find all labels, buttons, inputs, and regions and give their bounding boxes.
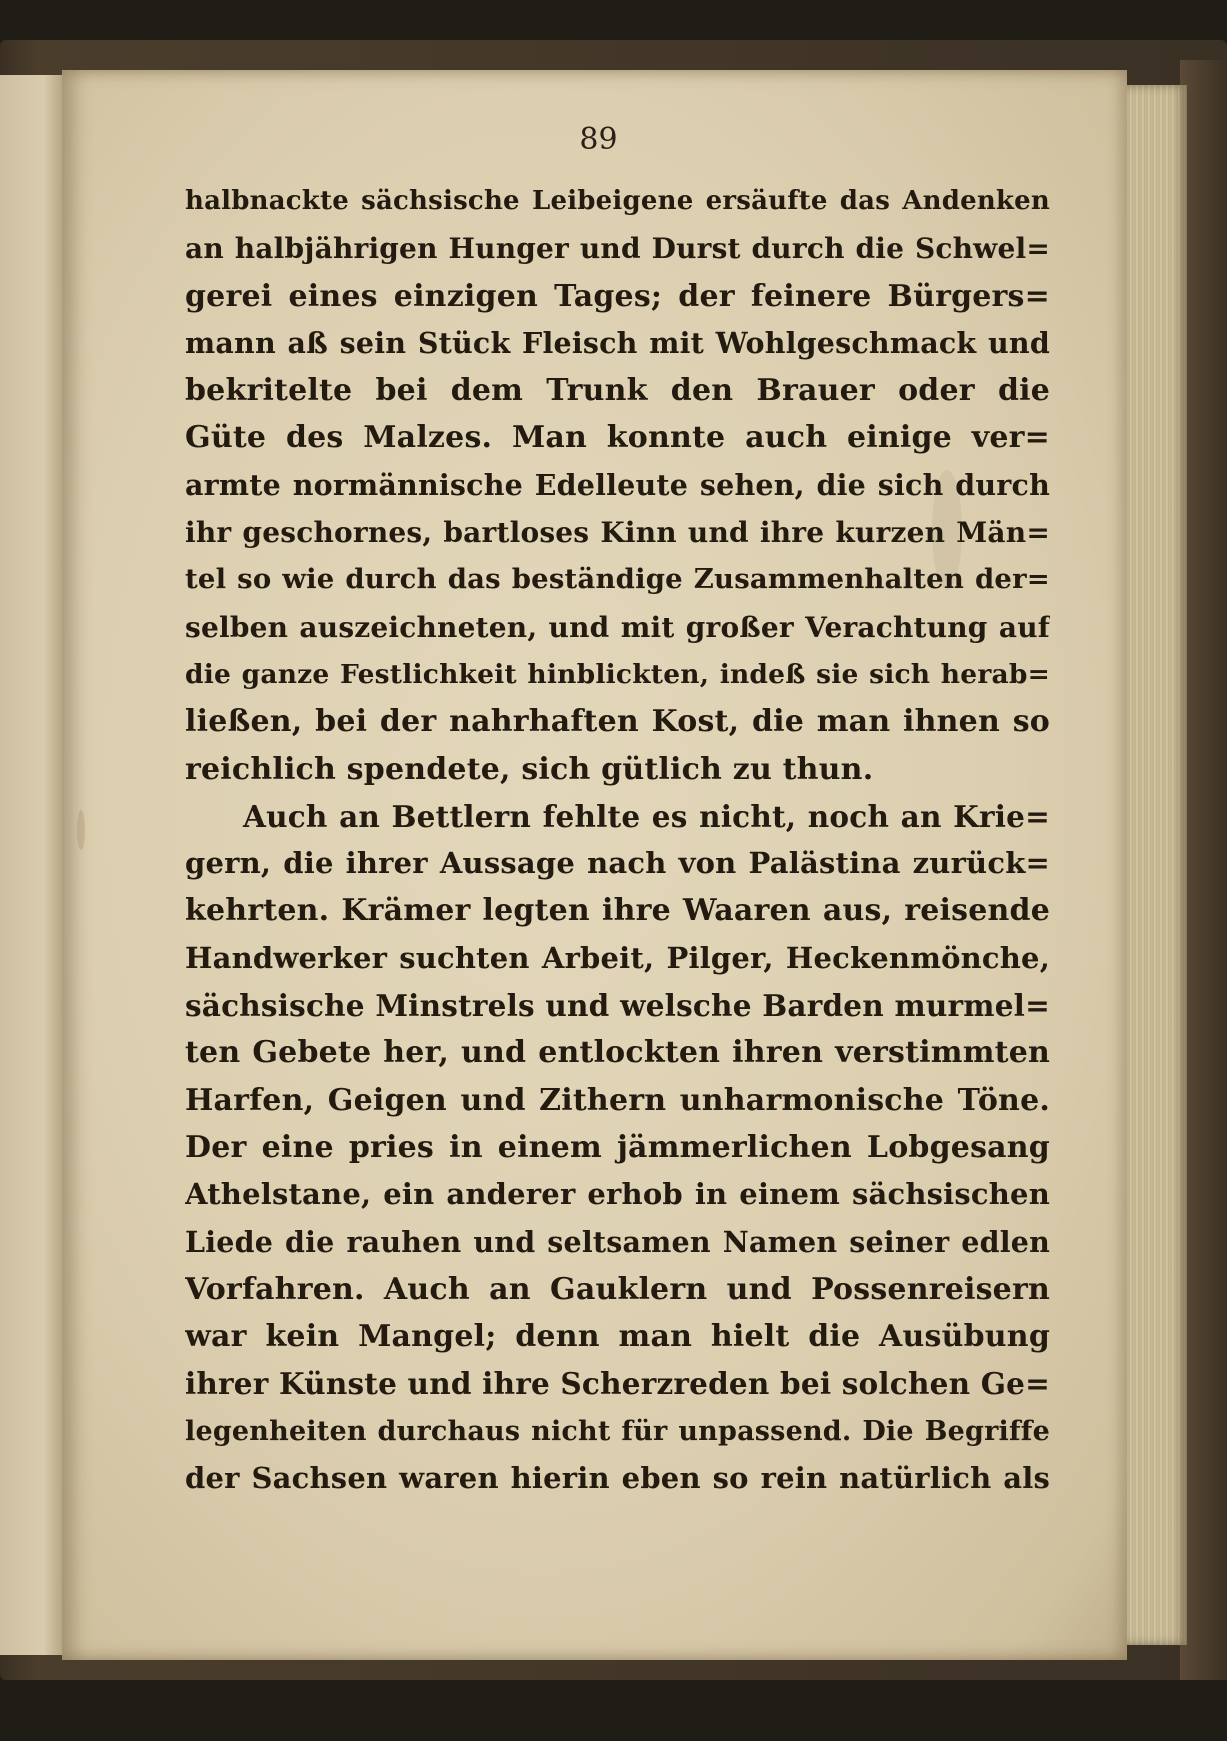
page-number: 89 <box>579 122 618 157</box>
page-stack-edge <box>1127 85 1187 1645</box>
text-line: bekritelte bei dem Trunk den Brauer oder die <box>185 373 1050 409</box>
text-line: die ganze Festlichkeit hinblickten, indeß sie sich herab= <box>185 658 1050 690</box>
text-line: ten Gebete her, und entlockten ihren verstimmten <box>185 1035 1050 1071</box>
page-body-text <box>185 178 1050 1502</box>
text-line: ließen, bei der nahrhaften Kost, die man ihnen so <box>185 704 1050 740</box>
text-line: ihrer Künste und ihre Scherzreden bei solchen Ge= <box>185 1366 1050 1402</box>
text-line: reichlich spendete, sich gütlich zu thun. <box>185 751 874 787</box>
text-line: Liede die rauhen und seltsamen Namen seiner edlen <box>185 1224 1050 1259</box>
text-line: kehrten. Krämer legten ihre Waaren aus, reisende <box>185 893 1050 929</box>
text-line: tel so wie durch das beständige Zusammenhalten der= <box>185 563 1050 596</box>
text-line: legenheiten durchaus nicht für unpassend. Die Begriffe <box>185 1415 1050 1447</box>
text-line: gern, die ihrer Aussage nach von Palästina zurück= <box>185 846 1050 881</box>
book-spine-edge <box>1180 60 1227 1680</box>
text-line: Auch an Bettlern fehlte es nicht, noch an Krie= <box>243 798 1050 834</box>
text-line: sächsische Minstrels und welsche Barden murmel= <box>185 988 1050 1024</box>
text-line: an halbjährigen Hunger und Durst durch die Schwel= <box>185 232 1050 266</box>
text-line: halbnackte sächsische Leibeigene ersäufte das Andenken <box>185 186 1050 216</box>
text-line: Handwerker suchten Arbeit, Pilger, Heckenmönche, <box>185 940 1050 975</box>
text-line: armte normännische Edelleute sehen, die sich durch <box>185 467 1050 502</box>
text-line: war kein Mangel; denn man hielt die Ausübung <box>185 1319 1050 1355</box>
text-line: mann aß sein Stück Fleisch mit Wohlgeschmack und <box>185 325 1050 360</box>
text-line: der Sachsen waren hierin eben so rein natürlich als <box>185 1461 1050 1496</box>
text-line: ihr geschornes, bartloses Kinn und ihre kurzen Män= <box>185 516 1050 550</box>
text-line: Vorfahren. Auch an Gauklern und Possenreisern <box>185 1271 1050 1307</box>
text-line: Der eine pries in einem jämmerlichen Lobgesang <box>185 1129 1050 1165</box>
facing-page-edge <box>0 75 64 1655</box>
text-line: Athelstane, ein anderer erhob in einem sächsischen <box>185 1177 1050 1212</box>
paper-mark <box>77 810 85 850</box>
text-line: gerei eines einzigen Tages; der feinere Bürgers= <box>185 278 1050 314</box>
text-line: Harfen, Geigen und Zithern unharmonische Töne. <box>185 1082 1050 1118</box>
text-line: selben auszeichneten, und mit großer Verachtung auf <box>185 610 1050 644</box>
text-line: Güte des Malzes. Man konnte auch einige ver= <box>185 420 1050 456</box>
